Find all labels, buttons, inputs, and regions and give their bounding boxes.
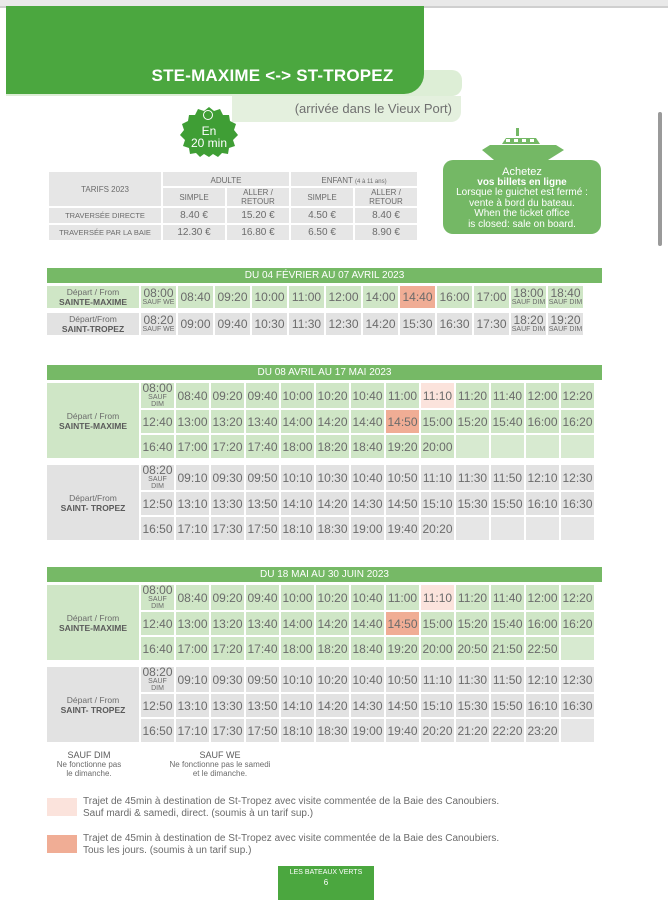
time-restriction: SAUF DIM: [148, 596, 167, 610]
departure-time: [511, 286, 546, 308]
departure-time: 13:50: [246, 492, 279, 515]
buy-line: vente à bord du bateau.: [469, 197, 575, 209]
departure-from: Départ / From: [66, 287, 120, 297]
departure-time: 14:20: [363, 313, 398, 335]
departure-time: [561, 517, 594, 540]
departure-time: 11:00: [386, 585, 419, 610]
departure-time: 10:10: [281, 667, 314, 692]
departure-time: 15:50: [491, 492, 524, 515]
block-spacer: [47, 310, 583, 311]
departure-time: 08:40: [176, 585, 209, 610]
departure-label: [47, 585, 139, 660]
departure-time: 12:00: [526, 383, 559, 408]
time-restriction: SAUF DIM: [548, 326, 583, 333]
departure-time: 14:40: [400, 286, 435, 308]
departure-time: 14:50: [386, 612, 419, 635]
duration-text: [178, 112, 240, 149]
departure-time: 22:50: [526, 637, 559, 660]
tarif-value: 16.80 €: [227, 225, 289, 240]
departure-time: 13:50: [246, 694, 279, 717]
departure-time: 16:20: [561, 612, 594, 635]
tarif-value: 8.40 €: [355, 208, 417, 223]
section-title: DU 08 AVRIL AU 17 MAI 2023: [47, 365, 602, 380]
departure-time: 09:10: [176, 667, 209, 692]
departure-time: 12:40: [141, 410, 174, 433]
departure-time: 10:40: [351, 585, 384, 610]
departure-time: 18:10: [281, 719, 314, 742]
legend-line: Sauf mardi & samedi, direct. (soumis à un tarif sup.): [83, 808, 314, 819]
departure-time: 13:40: [246, 612, 279, 635]
departure-from: Départ / From: [66, 612, 120, 623]
tarifs-child-header: [291, 172, 417, 186]
departure-time: 14:00: [281, 612, 314, 635]
departure-time: 17:00: [176, 435, 209, 458]
departure-time: 13:10: [176, 694, 209, 717]
departure-port: SAINT- TROPEZ: [60, 502, 126, 513]
departure-time: 09:20: [211, 585, 244, 610]
departure-time: 09:30: [211, 465, 244, 490]
departure-time: 16:00: [437, 286, 472, 308]
duration-line2: 20 min: [190, 136, 228, 150]
tarifs-child-simple: SIMPLE: [291, 188, 353, 206]
departure-time: 13:20: [211, 612, 244, 635]
departure-time: 14:20: [316, 612, 349, 635]
departure-time: 12:20: [561, 383, 594, 408]
tarifs-adult-label: ADULTE: [210, 175, 242, 185]
arrival-note: (arrivée dans le Vieux Port): [294, 101, 452, 116]
departure-time: 14:20: [316, 492, 349, 515]
departure-time: 15:30: [456, 694, 489, 717]
departure-time: 12:30: [326, 313, 361, 335]
departure-label: [47, 313, 139, 335]
departure-time: 09:30: [211, 667, 244, 692]
departure-time: 13:20: [211, 410, 244, 433]
departure-time: 16:50: [141, 719, 174, 742]
departure-time: 16:00: [526, 612, 559, 635]
departure-time: 15:10: [421, 694, 454, 717]
departure-label: [47, 286, 139, 308]
departure-time: 15:20: [456, 612, 489, 635]
buy-line: Lorsque le guichet est fermé :: [456, 187, 588, 198]
departure-time: 11:40: [491, 383, 524, 408]
departure-time: 16:20: [561, 410, 594, 433]
departure-time: 16:00: [526, 410, 559, 433]
departure-time: 16:50: [141, 517, 174, 540]
departure-time: 19:20: [386, 435, 419, 458]
departure-time: 12:30: [561, 465, 594, 490]
time-restriction: SAUF DIM: [511, 326, 546, 333]
departure-time: 09:40: [246, 383, 279, 408]
departure-time: 19:00: [351, 517, 384, 540]
departure-time: 12:20: [561, 585, 594, 610]
departure-time: 18:40: [351, 435, 384, 458]
time-restriction: SAUF WE: [142, 326, 175, 333]
departure-time: 12:10: [526, 465, 559, 490]
departure-time: [561, 637, 594, 660]
departure-time: 11:10: [421, 465, 454, 490]
section-title: DU 04 FÉVRIER AU 07 AVRIL 2023: [47, 268, 602, 283]
departure-time: 11:00: [386, 383, 419, 408]
departure-time: [548, 286, 583, 308]
scrollbar[interactable]: [658, 112, 662, 246]
departure-time: 17:40: [246, 435, 279, 458]
departure-time: 14:20: [316, 694, 349, 717]
time-value: 08:20: [143, 313, 174, 327]
legend-swatch-light: [47, 798, 77, 816]
departure-time: 17:20: [211, 435, 244, 458]
time-restriction: SAUF DIM: [148, 476, 167, 490]
departure-time: 11:50: [491, 465, 524, 490]
departure-time: 13:00: [176, 612, 209, 635]
tarifs-title: TARIFS 2023: [49, 172, 161, 206]
tarifs-adult-header: [163, 172, 289, 186]
departure-time: 14:50: [386, 694, 419, 717]
departure-time: 18:00: [281, 637, 314, 660]
block-spacer: [47, 662, 594, 665]
departure-time: 13:10: [176, 492, 209, 515]
departure-time: 11:10: [421, 585, 454, 610]
tarif-value: 6.50 €: [291, 225, 353, 240]
time-restriction: SAUF DIM: [548, 299, 583, 306]
departure-time: 09:20: [211, 383, 244, 408]
departure-time: 18:10: [281, 517, 314, 540]
table-row: [47, 585, 594, 610]
departure-time: 11:50: [491, 667, 524, 692]
departure-port: SAINT- TROPEZ: [60, 704, 126, 715]
departure-time: 10:30: [316, 465, 349, 490]
spacer-cell: [47, 460, 594, 463]
table-row: [47, 313, 583, 335]
departure-time: 15:00: [421, 612, 454, 635]
departure-time: 16:30: [561, 694, 594, 717]
departure-time: [561, 719, 594, 742]
page-number: 6: [323, 878, 329, 887]
departure-time: 09:00: [178, 313, 213, 335]
tarif-value: 8.90 €: [355, 225, 417, 240]
departure-time: 10:50: [386, 667, 419, 692]
departure-time: 10:50: [386, 465, 419, 490]
departure-time: 10:40: [351, 383, 384, 408]
departure-time: 14:20: [316, 410, 349, 433]
departure-time: 17:30: [211, 719, 244, 742]
legend-item-light: [47, 796, 607, 822]
tarif-row-label: TRAVERSÉE PAR LA BAIE: [49, 225, 161, 240]
departure-time: 09:10: [176, 465, 209, 490]
note-line: Ne fonctionne pas le samedi: [169, 760, 271, 769]
departure-time: 14:00: [363, 286, 398, 308]
departure-time: 15:50: [491, 694, 524, 717]
departure-time: 14:40: [351, 410, 384, 433]
departure-time: 14:50: [386, 492, 419, 515]
time-restriction: SAUF DIM: [148, 394, 167, 408]
departure-time: 16:10: [526, 694, 559, 717]
departure-time: 11:30: [456, 667, 489, 692]
departure-from: Départ / From: [66, 694, 120, 705]
departure-time: 12:00: [526, 585, 559, 610]
departure-time: 18:00: [281, 435, 314, 458]
departure-time: 17:50: [246, 719, 279, 742]
departure-time: [491, 517, 524, 540]
departure-time: 10:30: [252, 313, 287, 335]
time-value: 08:00: [142, 381, 173, 395]
departure-time: 21:20: [456, 719, 489, 742]
departure-time: 12:10: [526, 667, 559, 692]
footer-brand: LES BATEAUX VERTS: [289, 869, 363, 876]
buy-line: Achetez: [502, 166, 542, 178]
note-title: SAUF DIM: [67, 750, 111, 760]
tarifs-child-return: ALLER / RETOUR: [355, 188, 417, 206]
departure-time: 15:30: [456, 492, 489, 515]
departure-time: 15:20: [456, 410, 489, 433]
time-restriction: SAUF DIM: [148, 678, 167, 692]
time-value: 18:00: [513, 286, 544, 300]
departure-time: 21:50: [491, 637, 524, 660]
departure-time: 18:30: [316, 719, 349, 742]
legend-text: [83, 796, 499, 820]
departure-time: 10:00: [252, 286, 287, 308]
departure-label: [47, 383, 139, 458]
departure-time: 17:10: [176, 517, 209, 540]
footer: [278, 866, 374, 900]
tarif-value: 8.40 €: [163, 208, 225, 223]
departure-time: 09:50: [246, 465, 279, 490]
departure-time: 09:40: [215, 313, 250, 335]
departure-time: 16:40: [141, 637, 174, 660]
departure-from: Départ/From: [69, 314, 117, 324]
departure-time: [526, 517, 559, 540]
departure-time: 15:30: [400, 313, 435, 335]
time-restriction: SAUF WE: [142, 299, 175, 306]
departure-time: 10:40: [351, 465, 384, 490]
departure-time: [141, 667, 174, 692]
departure-time: 12:30: [561, 667, 594, 692]
schedule-table: [45, 284, 585, 337]
note-title: SAUF WE: [199, 750, 241, 760]
departure-time: 20:00: [421, 637, 454, 660]
table-row: [47, 667, 594, 692]
departure-time: 11:20: [456, 585, 489, 610]
departure-time: 08:40: [176, 383, 209, 408]
buy-line: is closed: sale on board.: [468, 218, 576, 230]
departure-time: [141, 286, 176, 308]
departure-time: 20:50: [456, 637, 489, 660]
spacer-cell: [47, 310, 583, 311]
buy-online-text: [443, 167, 601, 230]
departure-time: 17:50: [246, 517, 279, 540]
legend-text: [83, 833, 499, 857]
tarif-value: 12.30 €: [163, 225, 225, 240]
tarifs-adult-simple: SIMPLE: [163, 188, 225, 206]
departure-time: 10:20: [316, 667, 349, 692]
departure-time: 15:10: [421, 492, 454, 515]
departure-time: 16:30: [561, 492, 594, 515]
departure-time: 14:10: [281, 492, 314, 515]
departure-time: [141, 383, 174, 408]
time-value: 08:20: [142, 665, 173, 679]
departure-label: [47, 667, 139, 742]
departure-time: 18:40: [351, 637, 384, 660]
tarif-row-label: TRAVERSÉE DIRECTE: [49, 208, 161, 223]
departure-time: 16:10: [526, 492, 559, 515]
legend-item-dark: [47, 833, 607, 859]
departure-time: 11:20: [456, 383, 489, 408]
departure-time: 12:50: [141, 492, 174, 515]
departure-time: 20:20: [421, 517, 454, 540]
note-sauf-dim: [46, 751, 132, 778]
departure-time: [141, 313, 176, 335]
departure-time: 10:00: [281, 383, 314, 408]
departure-time: [456, 517, 489, 540]
departure-time: 22:20: [491, 719, 524, 742]
duration-line1: En: [201, 124, 217, 138]
departure-port: SAINT-TROPEZ: [61, 324, 125, 334]
time-value: 08:20: [142, 463, 173, 477]
departure-time: 18:30: [316, 517, 349, 540]
departure-time: 11:10: [421, 383, 454, 408]
departure-time: 12:40: [141, 612, 174, 635]
departure-time: 14:30: [351, 694, 384, 717]
tarifs-child-note: (4 à 11 ans): [355, 178, 387, 185]
departure-time: 12:50: [141, 694, 174, 717]
departure-time: [561, 435, 594, 458]
departure-time: 18:20: [316, 435, 349, 458]
departure-time: 19:40: [386, 719, 419, 742]
time-restriction: SAUF DIM: [511, 299, 546, 306]
section-title: DU 18 MAI AU 30 JUIN 2023: [47, 567, 602, 582]
legend-line: Trajet de 45min à destination de St-Tropez avec visite commentée de la Baie des Canoubiers.: [83, 833, 500, 844]
buy-line: When the ticket office: [474, 208, 570, 219]
time-value: 18:40: [550, 286, 581, 300]
departure-time: 09:20: [215, 286, 250, 308]
buy-line: vos billets en ligne: [477, 176, 567, 188]
departure-time: 15:40: [491, 612, 524, 635]
departure-time: 17:00: [176, 637, 209, 660]
schedule-table: [45, 381, 596, 542]
departure-time: [141, 585, 174, 610]
time-value: 08:00: [143, 286, 174, 300]
legend-line: Trajet de 45min à destination de St-Tropez avec visite commentée de la Baie des Canoubiers.: [83, 796, 500, 807]
departure-time: 17:10: [176, 719, 209, 742]
departure-time: 17:30: [474, 313, 509, 335]
departure-time: 13:40: [246, 410, 279, 433]
table-row: [47, 286, 583, 308]
departure-time: 15:40: [491, 410, 524, 433]
departure-port: SAINTE-MAXIME: [59, 297, 127, 307]
note-line: Ne fonctionne pas: [56, 760, 122, 769]
departure-time: 10:20: [316, 383, 349, 408]
departure-time: 10:40: [351, 667, 384, 692]
departure-time: [491, 435, 524, 458]
departure-time: 16:40: [141, 435, 174, 458]
boat-icon: [476, 126, 568, 162]
tarifs-child-label: ENFANT: [321, 175, 353, 185]
departure-port: SAINTE-MAXIME: [59, 420, 127, 431]
time-value: 18:20: [513, 313, 544, 327]
departure-time: 11:30: [456, 465, 489, 490]
departure-time: 12:00: [326, 286, 361, 308]
table-row: [47, 383, 594, 408]
departure-from: Départ / From: [66, 410, 120, 421]
departure-time: 16:30: [437, 313, 472, 335]
tarif-value: 4.50 €: [291, 208, 353, 223]
tarifs-adult-return: ALLER / RETOUR: [227, 188, 289, 206]
departure-time: 11:40: [491, 585, 524, 610]
departure-time: 14:40: [351, 612, 384, 635]
departure-time: 14:30: [351, 492, 384, 515]
departure-port: SAINTE-MAXIME: [59, 622, 127, 633]
legend-line: Tous les jours. (soumis à un tarif sup.): [83, 845, 252, 856]
departure-time: 15:00: [421, 410, 454, 433]
departure-time: 17:30: [211, 517, 244, 540]
departure-time: 08:40: [178, 286, 213, 308]
page-title: STE-MAXIME <-> ST-TROPEZ: [151, 66, 394, 85]
spacer-cell: [47, 662, 594, 665]
note-sauf-we: [150, 751, 290, 778]
departure-time: 20:20: [421, 719, 454, 742]
note-line: le dimanche.: [66, 769, 112, 778]
departure-time: 09:50: [246, 667, 279, 692]
departure-time: 13:30: [211, 492, 244, 515]
departure-time: 23:20: [526, 719, 559, 742]
departure-time: [141, 465, 174, 490]
tarifs-table: [47, 170, 419, 242]
departure-time: 13:00: [176, 410, 209, 433]
departure-time: 10:00: [281, 585, 314, 610]
departure-time: 19:00: [351, 719, 384, 742]
departure-time: [456, 435, 489, 458]
tarif-value: 15.20 €: [227, 208, 289, 223]
departure-time: 10:10: [281, 465, 314, 490]
departure-time: 17:00: [474, 286, 509, 308]
time-value: 08:00: [142, 583, 173, 597]
block-spacer: [47, 460, 594, 463]
departure-time: 17:20: [211, 637, 244, 660]
legend-swatch-dark: [47, 835, 77, 853]
departure-time: 11:30: [289, 313, 324, 335]
note-line: et le dimanche.: [192, 769, 248, 778]
departure-time: 09:40: [246, 585, 279, 610]
departure-time: [511, 313, 546, 335]
table-row: [47, 465, 594, 490]
departure-from: Départ/From: [69, 492, 117, 503]
departure-label: [47, 465, 139, 540]
departure-time: 10:20: [316, 585, 349, 610]
departure-time: 20:00: [421, 435, 454, 458]
departure-time: [526, 435, 559, 458]
departure-time: 14:10: [281, 694, 314, 717]
departure-time: 14:00: [281, 410, 314, 433]
departure-time: 14:50: [386, 410, 419, 433]
departure-time: 19:20: [386, 637, 419, 660]
departure-time: [548, 313, 583, 335]
time-value: 19:20: [550, 313, 581, 327]
departure-time: 17:40: [246, 637, 279, 660]
schedule-table: [45, 583, 596, 744]
departure-time: 19:40: [386, 517, 419, 540]
departure-time: 11:10: [421, 667, 454, 692]
departure-time: 18:20: [316, 637, 349, 660]
departure-time: 11:00: [289, 286, 324, 308]
departure-time: 13:30: [211, 694, 244, 717]
